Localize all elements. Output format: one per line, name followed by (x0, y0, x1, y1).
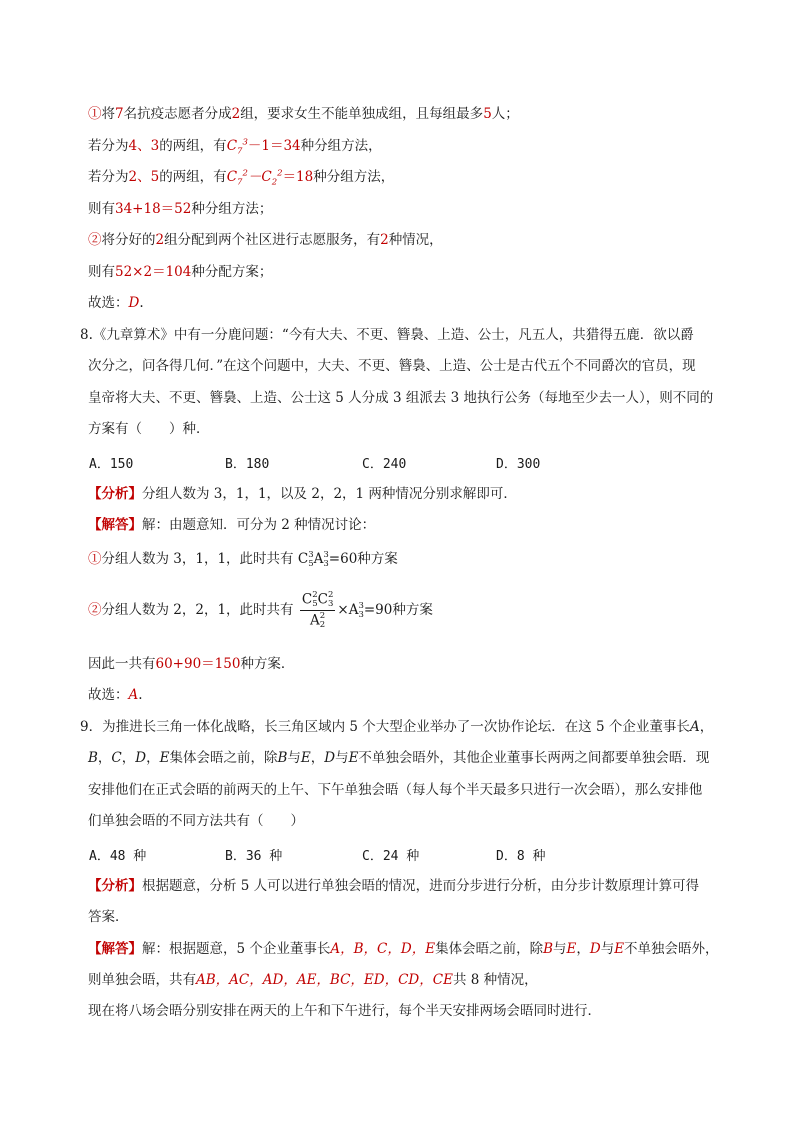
q7-step4: 则有34+18＝52种分组方法； (88, 201, 273, 217)
q9-option-b: B．36 种 (225, 849, 283, 864)
q8-case1: ①分组人数为 3，1，1，此时共有 C 3 5 A 3 3 =60种方案 (88, 549, 398, 569)
q8-option-b: B．180 (225, 457, 270, 472)
q7-choice: 故选：D. (88, 295, 144, 311)
q8-stem-line1: 8.《九章算术》中有一分鹿问题：“今有大夫、不更、簪裊、上造、公士，凡五人，共猎得五鹿．欲以爵 (80, 327, 694, 343)
combination-symbol: $-C_2^2$ (247, 168, 283, 188)
q7-step1: ①将7名抗疫志愿者分成2组，要求女生不能单独成组，且每组最多5人； (88, 106, 519, 122)
combination-formula: C 3 5 A 3 3 =60种方案 (297, 549, 398, 569)
q9-answer-line2: 则单独会晤，共有AB，AC，AD，AE，BC，ED，CD，CE共 8 种情况， (88, 972, 538, 988)
q9-analysis-line2: 答案． (88, 909, 129, 925)
q9-option-d: D．8 种 (496, 849, 546, 864)
q8-stem-line4: 方案有（ ）种． (88, 421, 210, 437)
q9-option-c: C．24 种 (362, 849, 420, 864)
q8-choice: 故选：A. (88, 687, 143, 703)
q8-stem-line2: 次分之，问各得几何．”在这个问题中，大夫、不更、簪裊、上造、公士是古代五个不同爵次的官员，现 (88, 358, 696, 374)
combination-symbol: $C_7^3$ (226, 137, 248, 157)
q9-stem-line2: B，C，D，E集体会晤之前，除B与E，D与E不单独会晤外，其他企业董事长两两之间都要单独会晤．现 (88, 750, 710, 766)
q8-total: 因此一共有60+90＝150种方案． (88, 656, 295, 672)
q9-option-a: A．48 种 (89, 849, 147, 864)
arrangement-formula: A 3 3 =90种方案 (348, 600, 433, 620)
q9-stem-line1: 9．为推进长三角一体化战略，长三角区域内 5 个大型企业举办了一次协作论坛．在这 5 个企业董事长A， (80, 719, 714, 735)
q8-option-c: C．240 (362, 457, 407, 472)
q8-option-a: A．150 (89, 457, 134, 472)
q8-answer-intro: 【解答】解：由题意知．可分为 2 种情况讨论： (88, 517, 376, 533)
q7-step2: 若分为4、3的两组，有$C_7^3-1=34$种分组方法， (88, 137, 382, 157)
q9-answer-line1: 【解答】解：根据题意，5 个企业董事长A，B，C，D，E集体会晤之前，除B与E，D与E不单独会晤外， (88, 941, 719, 957)
q8-option-d: D．300 (496, 457, 541, 472)
q9-stem-line3: 安排他们在正式会晤的前两天的上午、下午单独会晤（每人每个半天最多只进行一次会晤），那么安排他 (88, 782, 703, 798)
q8-stem-line3: 皇帝将大夫、不更、簪裊、上造、公士这 5 人分成 3 组派去 3 地执行公务（每地至少去一人），则不同的 (88, 390, 714, 406)
q7-step5: ②将分好的2组分配到两个社区进行志愿服务，有2种情况， (88, 232, 443, 248)
combination-symbol: $C_7^2$ (226, 168, 248, 188)
q9-analysis-line1: 【分析】根据题意，分析 5 人可以进行单独会晤的情况，进而分步进行分析，由分步计数原理计算可得 (88, 878, 700, 894)
q9-stem-line4: 们单独会晤的不同方法共有（ ） (88, 813, 304, 829)
fraction: C 2 5 C 2 3 A 2 2 (301, 590, 334, 630)
q8-analysis: 【分析】分组人数为 3，1，1，以及 2，2，1 两种情况分别求解即可． (88, 486, 517, 502)
q9-answer-line3: 现在将八场会晤分别安排在两天的上午和下午进行，每个半天安排两场会晤同时进行． (88, 1003, 601, 1019)
q7-step3: 若分为2、5的两组，有$C_7^2-C_2^2=18$种分组方法， (88, 168, 395, 188)
q8-case2: ②分组人数为 2，2，1，此时共有 C 2 5 C 2 3 A 2 2 ×A 3 3 =90种方案 (88, 590, 433, 630)
q7-step6: 则有52×2＝104种分配方案； (88, 264, 273, 280)
